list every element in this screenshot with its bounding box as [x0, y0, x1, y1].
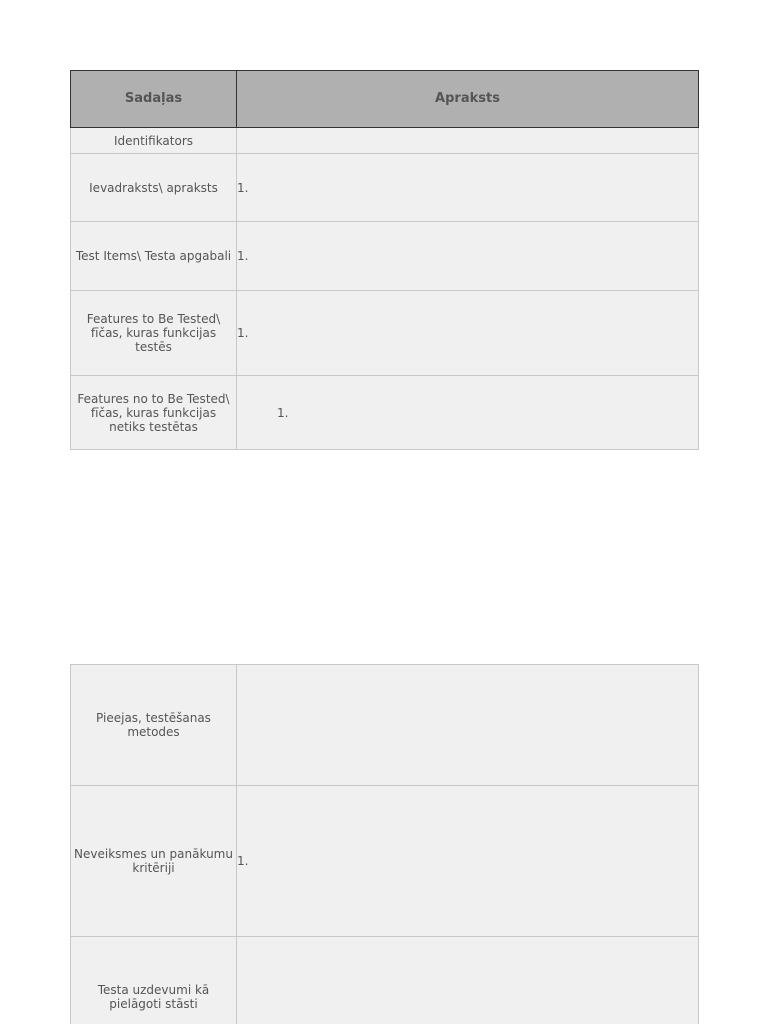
section-description[interactable]	[237, 128, 699, 154]
table-row	[71, 786, 699, 937]
section-label: Test Items\ Testa apgabali	[71, 222, 237, 291]
section-label: Ievadraksts\ apraksts	[71, 154, 237, 222]
section-description[interactable]	[237, 665, 699, 786]
section-description[interactable]: 1.	[237, 291, 699, 376]
table-row	[71, 154, 699, 222]
test-plan-table-2	[70, 664, 699, 1024]
table-row	[71, 291, 699, 376]
section-label: Neveiksmes un panākumu kritēriji	[71, 786, 237, 937]
table-row	[71, 128, 699, 154]
section-label: Identifikators	[71, 128, 237, 154]
section-label: Features to Be Tested\ fīčas, kuras funkcijas testēs	[71, 291, 237, 376]
table-header-row	[71, 71, 699, 128]
table-row	[71, 376, 699, 450]
section-description[interactable]: 1.	[237, 222, 699, 291]
section-label: Pieejas, testēšanas metodes	[71, 665, 237, 786]
table-row	[71, 665, 699, 786]
table-row	[71, 222, 699, 291]
test-plan-table-1	[70, 70, 699, 450]
section-description[interactable]: 1.	[237, 376, 699, 450]
section-label: Testa uzdevumi kā pielāgoti stāsti	[71, 937, 237, 1024]
section-description[interactable]: 1.	[237, 786, 699, 937]
section-description[interactable]: 1.	[237, 154, 699, 222]
table-row	[71, 937, 699, 1024]
section-label: Features no to Be Tested\ fīčas, kuras funkcijas netiks testētas	[71, 376, 237, 450]
header-description: Apraksts	[237, 71, 699, 128]
section-description[interactable]	[237, 937, 699, 1024]
header-sections: Sadaļas	[71, 71, 237, 128]
